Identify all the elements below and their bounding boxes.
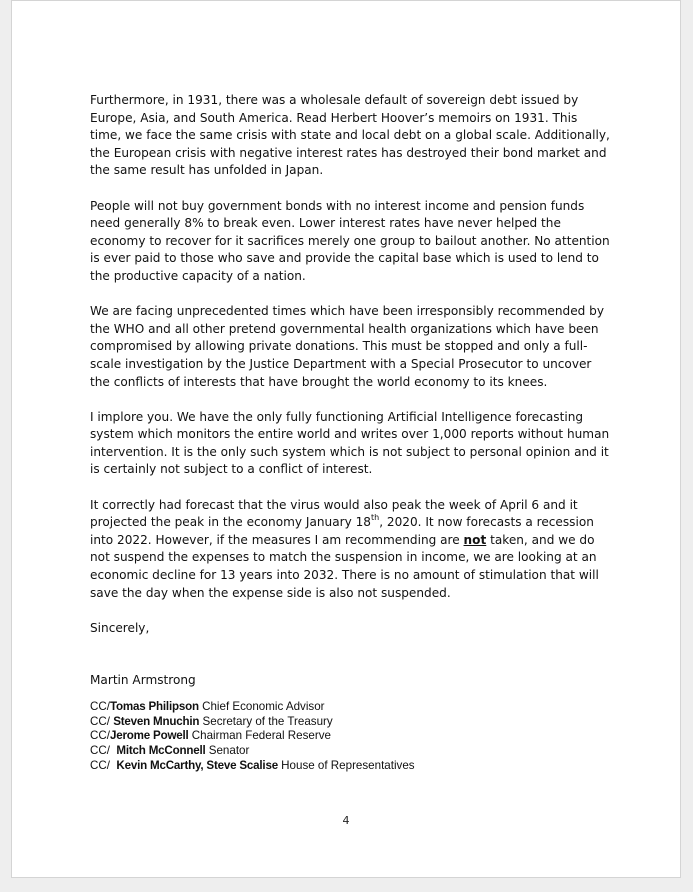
paragraph-government-bonds: People will not buy government bonds with no interest income and pension funds need generally 8% to break even. Lower interest rates have never helped the economy to recover for it sacrifices merely one group to bailout another. No attention is ever paid to those who save and provide the capital base which is used to lend to the productive capacity of a nation. — [90, 198, 610, 283]
cc-prefix: CC/ — [90, 714, 114, 728]
cc-prefix: CC/ — [90, 758, 117, 772]
cc-line — [90, 744, 610, 759]
cc-title: House of Representatives — [277, 758, 415, 772]
cc-line — [90, 700, 610, 715]
cc-prefix: CC/ — [90, 744, 117, 758]
cc-name: Tomas Philipson — [109, 700, 199, 713]
paragraph-sovereign-debt: Furthermore, in 1931, there was a wholesale default of sovereign debt issued by Europe, Asia, and South America. Read Herbert Hoover’s memoirs on 1931. This time, we face the same crisis with state and local debt on a global scale. Additionally, the European crisis with negative interest rates has destroyed their bond market and the same result has unfolded in Japan. — [90, 93, 610, 178]
paragraph-unprecedented-times: We are facing unprecedented times which have been irresponsibly recommended by the WHO and all other pretend governmental health organizations which have been compromised by allowing private donations. This must be stopped and only a full-scale investigation by the Justice Department with a Special Prosecutor to uncover the conflicts of interests that have brought the world economy to its knees. — [90, 304, 604, 389]
page-number: 4 — [342, 814, 350, 827]
cc-line — [90, 729, 610, 744]
cc-name: Jerome Powell — [109, 729, 189, 743]
cc-name: Kevin McCarthy, Steve Scalise — [116, 758, 278, 772]
cc-line — [90, 715, 610, 730]
signature-name: Martin Armstrong — [90, 673, 196, 688]
cc-prefix: CC/ — [90, 729, 110, 743]
cc-prefix: CC/ — [90, 700, 110, 713]
forecast-superscript: th — [370, 513, 380, 523]
cc-name: Steven Mnuchin — [113, 714, 200, 728]
forecast-emphasis-not: not — [463, 532, 487, 547]
cc-title: Chairman Federal Reserve — [188, 729, 331, 743]
forecast-text-part3: taken, and we do not suspend the expenses to match the suspension in income, we are looking at an economic decline for 13 years into 2032. There is no amount of stimulation that will save the day when the expense side is also not suspended. — [90, 532, 599, 600]
forecast-text-part1: It correctly had forecast that the virus would also peak the week of April 6 and it projected the peak in the economy January 18 — [90, 497, 578, 530]
letter-body — [90, 92, 610, 774]
paragraph-ai-forecasting: I implore you. We have the only fully functioning Artificial Intelligence forecasting system which monitors the entire world and writes over 1,000 reports without human intervention. It is the only such system which is not subject to personal opinion and it is certainly not subject to a conflict of interest. — [90, 409, 610, 477]
cc-line — [90, 759, 610, 774]
cc-title: Chief Economic Advisor — [198, 700, 325, 713]
cc-name: Mitch McConnell — [116, 744, 206, 758]
paragraph-forecast — [90, 497, 610, 603]
cc-list — [90, 700, 610, 774]
cc-title: Senator — [205, 744, 250, 758]
cc-title: Secretary of the Treasury — [199, 714, 333, 728]
forecast-text-part2: , 2020. It now forecasts a recession into 2022. However, if the measures I am recommending are — [90, 515, 594, 547]
closing-salutation: Sincerely, — [90, 620, 150, 635]
document-page — [11, 0, 681, 878]
